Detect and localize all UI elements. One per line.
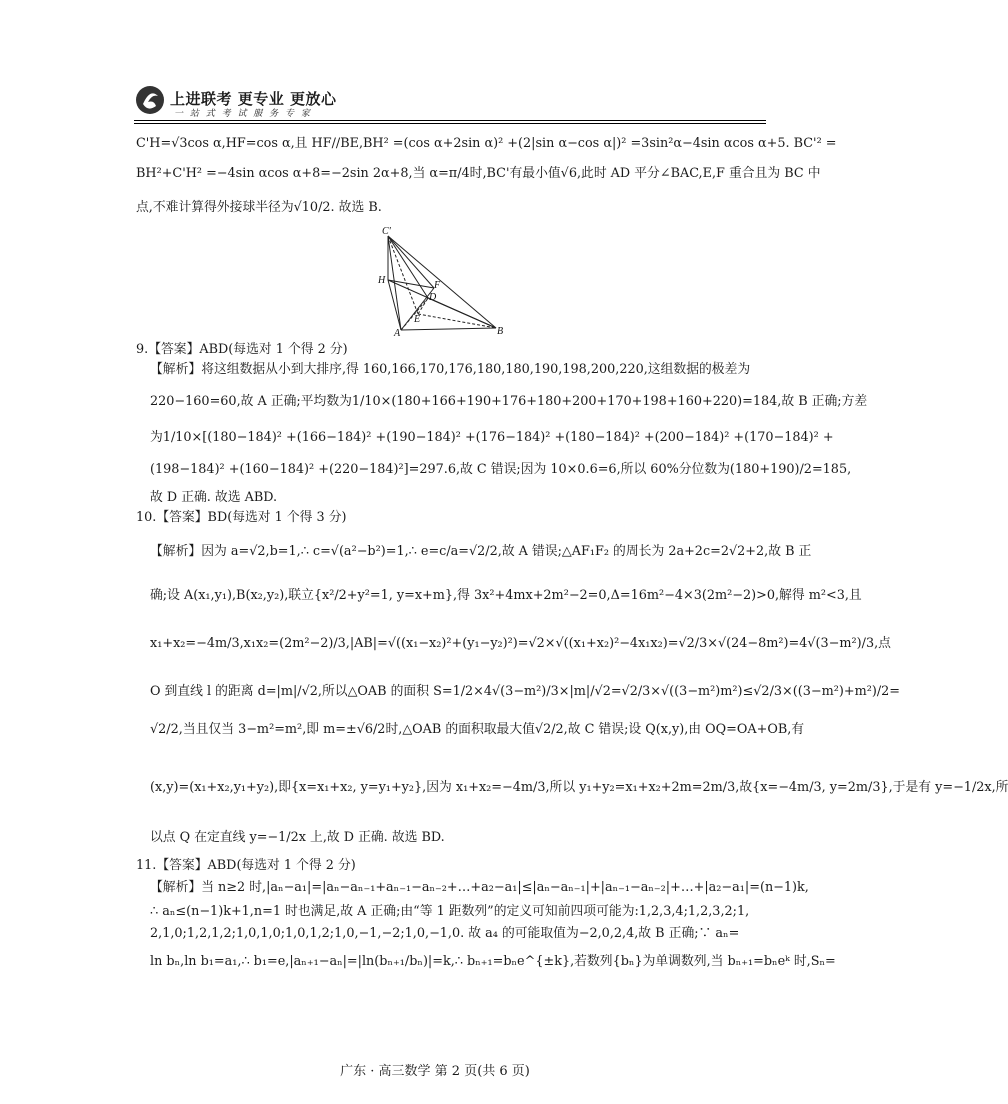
q9-solution-line: 故 D 正确. 故选 ABD. — [150, 490, 278, 505]
figure-label-b: B — [497, 326, 504, 337]
figure-label-d: D — [429, 292, 437, 303]
q10-solution-line: 以点 Q 在定直线 y=−1/2x 上,故 D 正确. 故选 BD. — [150, 830, 445, 845]
q11-solution-line: ∴ aₙ≤(n−1)k+1,n=1 时也满足,故 A 正确;由“等 1 距数列”的定义可知前四项可能为:1,2,3,4;1,2,3,2;1, — [150, 904, 750, 919]
page-footer: 广东 · 高三数学 第 2 页(共 6 页) — [340, 1064, 530, 1079]
q9-solution-line: 为1/10×[(180−184)² +(166−184)² +(190−184)² +(176−184)² +(180−184)² +(200−184)² +(170−184)² + — [150, 430, 834, 445]
q10-solution-line: O 到直线 l 的距离 d=|m|/√2,所以△OAB 的面积 S=1/2×4√(3−m²)/3×|m|/√2=√2/3×√((3−m²)m²)≤√2/3×((3−m²)+m²)/2= — [150, 684, 901, 699]
figure-label-a: A — [394, 328, 401, 339]
q11-solution-line: 2,1,0;1,2,1,2;1,0,1,0;1,0,1,2;1,0,−1,−2;1,0,−1,0. 故 a₄ 的可能取值为−2,0,2,4,故 B 正确;∵ aₙ= — [150, 926, 740, 941]
brand-subtitle: 一 站 式 考 试 服 务 专 家 — [174, 109, 312, 119]
figure-label-h: H — [378, 275, 386, 286]
q8-solution-line: C'H=√3cos α,HF=cos α,且 HF//BE,BH² =(cos α+2sin α)² +(2|sin α−cos α|)² =3sin²α−4sin αcos α+5. BC'² = — [136, 136, 837, 151]
q11-answer: 11.【答案】ABD(每选对 1 个得 2 分) — [136, 858, 356, 873]
q8-solution-line: BH²+C'H² =−4sin αcos α+8=−2sin 2α+8,当 α=π/4时,BC'有最小值√6,此时 AD 平分∠BAC,E,F 重合且为 BC 中 — [136, 166, 821, 181]
figure-label-f: F — [434, 280, 441, 291]
q11-solution-line: ln bₙ,ln b₁=a₁,∴ b₁=e,|aₙ₊₁−aₙ|=|ln(bₙ₊₁/bₙ)|=k,∴ bₙ₊₁=bₙe^{±k},若数列{bₙ}为单调数列,当 bₙ₊₁=bₙeᵏ 时,Sₙ= — [150, 954, 836, 969]
q10-answer: 10.【答案】BD(每选对 1 个得 3 分) — [136, 510, 347, 525]
q10-solution-line: 【解析】因为 a=√2,b=1,∴ c=√(a²−b²)=1,∴ e=c/a=√2/2,故 A 错误;△AF₁F₂ 的周长为 2a+2c=2√2+2,故 B 正 — [150, 544, 812, 559]
figure-label-e: E — [414, 314, 421, 325]
page-header — [134, 84, 754, 118]
q10-solution-line: (x,y)=(x₁+x₂,y₁+y₂),即{x=x₁+x₂, y=y₁+y₂},因为 x₁+x₂=−4m/3,所以 y₁+y₂=x₁+x₂+2m=2m/3,故{x=−4m/3, y=2m/3},于是有 y=−1/2x,所 — [150, 780, 1008, 795]
figure-label-c-prime: C' — [382, 226, 391, 237]
q9-solution-line: (198−184)² +(160−184)² +(220−184)²]=297.6,故 C 错误;因为 10×0.6=6,所以 60%分位数为(180+190)/2=185, — [150, 462, 852, 477]
q10-solution-line: √2/2,当且仅当 3−m²=m²,即 m=±√6/2时,△OAB 的面积取最大值√2/2,故 C 错误;设 Q(x,y),由 OQ=OA+OB,有 — [150, 722, 805, 737]
q8-solution-line: 点,不难计算得外接球半径为√10/2. 故选 B. — [136, 200, 382, 215]
q9-solution-line: 220−160=60,故 A 正确;平均数为1/10×(180+166+190+176+180+200+170+198+160+220)=184,故 B 正确;方差 — [150, 394, 868, 409]
q9-answer: 9.【答案】ABD(每选对 1 个得 2 分) — [136, 342, 348, 357]
geometry-figure — [366, 226, 516, 338]
brand-title: 上进联考 更专业 更放心 — [170, 90, 337, 108]
q9-solution-line: 【解析】将这组数据从小到大排序,得 160,166,170,176,180,180,190,198,200,220,这组数据的极差为 — [150, 362, 751, 377]
q11-solution-line: 【解析】当 n≥2 时,|aₙ−a₁|=|aₙ−aₙ₋₁+aₙ₋₁−aₙ₋₂+…+a₂−a₁|≤|aₙ−aₙ₋₁|+|aₙ₋₁−aₙ₋₂|+…+|a₂−a₁|=(n−1)k, — [150, 880, 809, 895]
header-divider — [134, 120, 766, 121]
q10-solution-line: 确;设 A(x₁,y₁),B(x₂,y₂),联立{x²/2+y²=1, y=x+m},得 3x²+4mx+2m²−2=0,Δ=16m²−4×3(2m²−2)>0,解得 m²<3,且 — [150, 588, 862, 603]
header-divider-secondary — [134, 123, 766, 124]
brand-logo-icon — [134, 84, 166, 116]
q10-solution-line: x₁+x₂=−4m/3,x₁x₂=(2m²−2)/3,|AB|=√((x₁−x₂)²+(y₁−y₂)²)=√2×√((x₁+x₂)²−4x₁x₂)=√2/3×√(24−8m²)=4√(3−m²)/3,点 — [150, 636, 891, 651]
